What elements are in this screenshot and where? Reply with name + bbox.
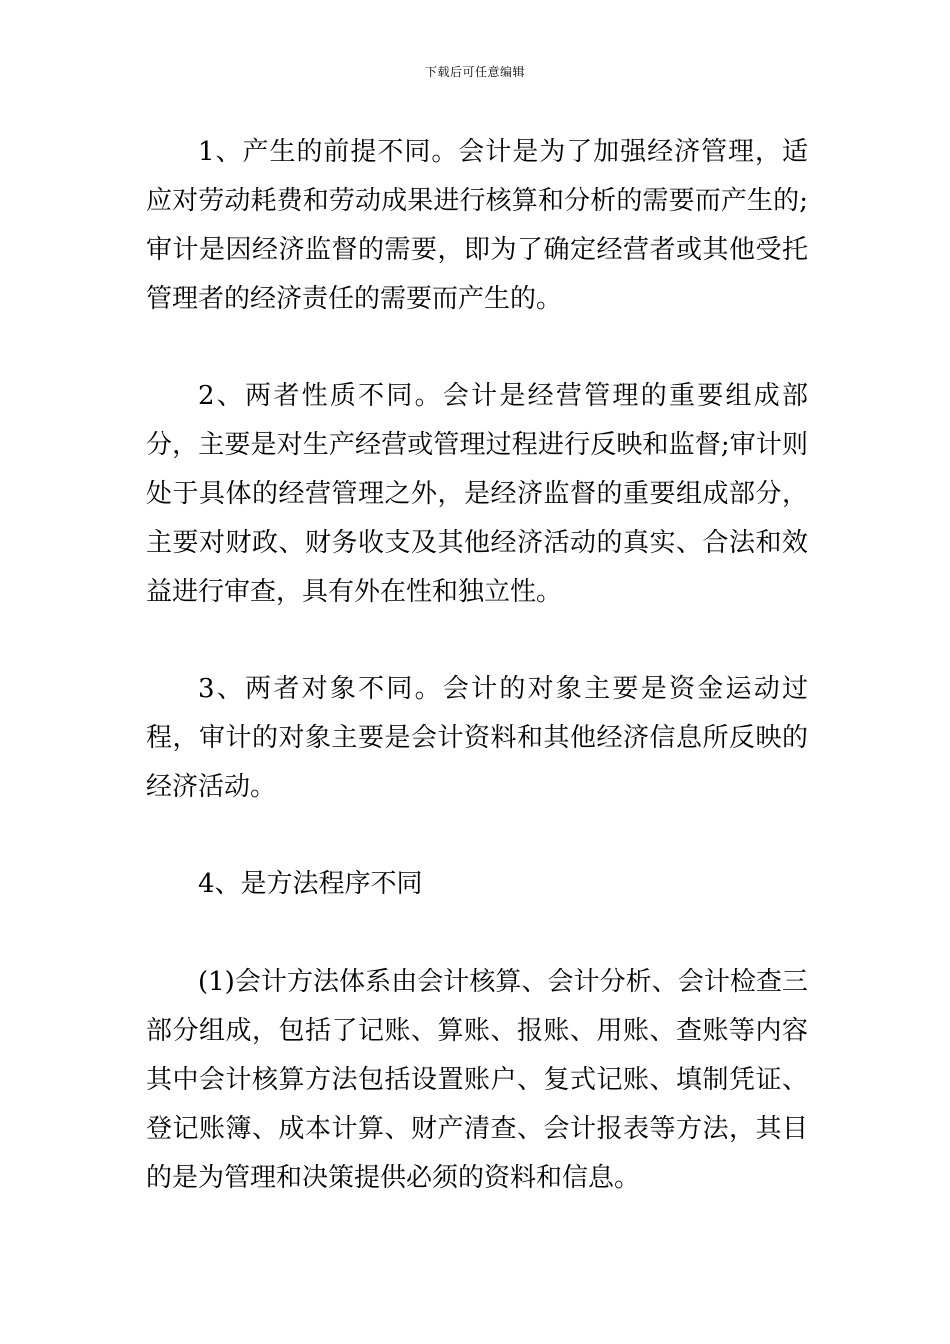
paragraph-nature: 2、两者性质不同。会计是经营管理的重要组成部分，主要是对生产经营或管理过程进行反映和监督;审计则处于具体的经营管理之外，是经济监督的重要组成部分，主要对财政、财务收支及其他经济活动的真实、合法和效益进行审查，具有外在性和独立性。 bbox=[146, 381, 808, 607]
paragraph-origin: 1、产生的前提不同。会计是为了加强经济管理，适应对劳动耗费和劳动成果进行核算和分析的需要而产生的;审计是因经济监督的需要，即为了确定经营者或其他受托管理者的经济责任的需要而产生的。 bbox=[146, 137, 808, 314]
paragraph-method-heading: 4、是方法程序不同 bbox=[198, 869, 423, 899]
paragraph-object: 3、两者对象不同。会计的对象主要是资金运动过程，审计的对象主要是会计资料和其他经济信息所反映的经济活动。 bbox=[146, 674, 808, 802]
header-note: 下载后可任意编辑 bbox=[424, 65, 525, 79]
paragraph-method-accounting: (1)会计方法体系由会计核算、会计分析、会计检查三部分组成，包括了记账、算账、报账、用账、查账等内容其中会计核算方法包括设置账户、复式记账、填制凭证、登记账簿、成本计算、财产清查、会计报表等方法，其目的是为管理和决策提供必须的资料和信息。 bbox=[146, 967, 808, 1193]
document-body bbox=[146, 128, 808, 1251]
